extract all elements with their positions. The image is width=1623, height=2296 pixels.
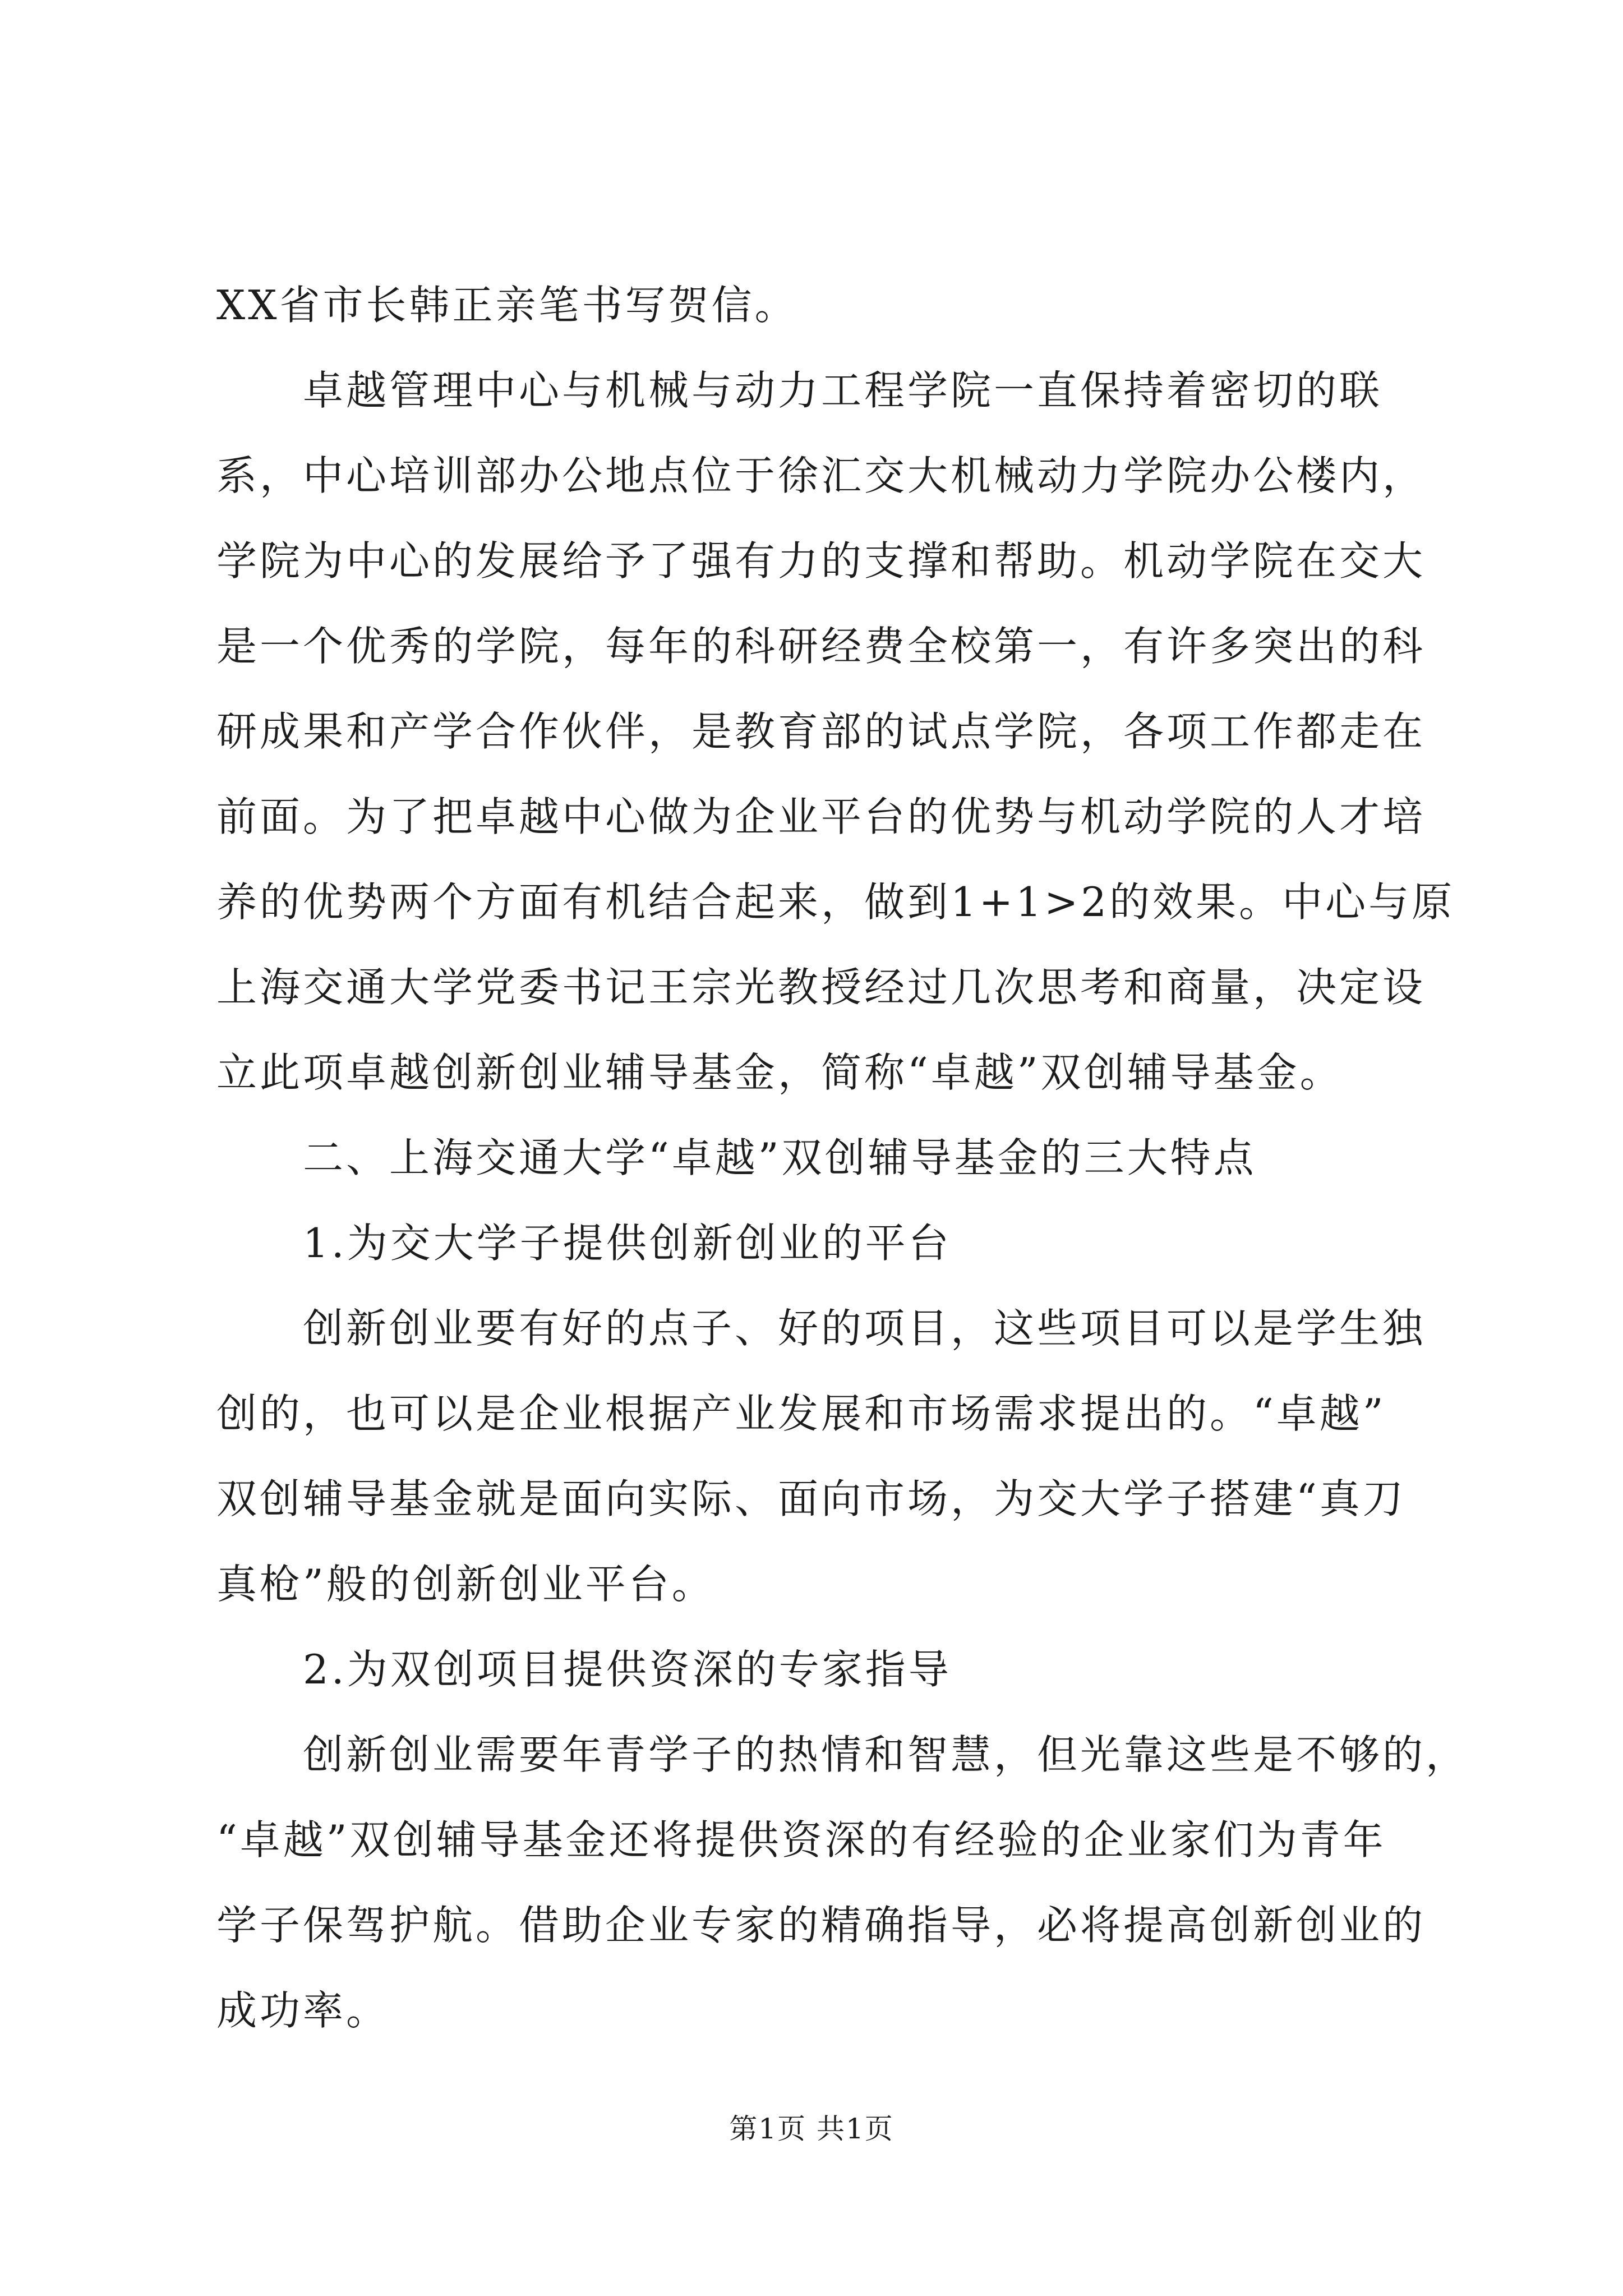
paragraph-line: 是一个优秀的学院，每年的科研经费全校第一，有许多突出的科 [216, 623, 1426, 670]
paragraph-line: 立此项卓越创新创业辅导基金，简称“卓越”双创辅导基金。 [216, 1049, 1343, 1096]
paragraph-line: XX省市长韩正亲笔书写贺信。 [216, 282, 798, 329]
paragraph-line: 研成果和产学合作伙伴，是教育部的试点学院，各项工作都走在 [216, 708, 1426, 755]
subsection-heading: 1.为交大学子提供创新创业的平台 [303, 1220, 952, 1267]
paragraph-line: “卓越”双创辅导基金还将提供资深的有经验的企业家们为青年 [216, 1816, 1386, 1864]
paragraph-line: 学子保驾护航。借助企业专家的精确指导，必将提高创新创业的 [216, 1902, 1426, 1949]
section-heading: 二、上海交通大学“卓越”双创辅导基金的三大特点 [303, 1134, 1257, 1181]
subsection-heading: 2.为双创项目提供资深的专家指导 [303, 1646, 952, 1693]
paragraph-line: 系，中心培训部办公地点位于徐汇交大机械动力学院办公楼内， [216, 452, 1426, 499]
paragraph-line: 前面。为了把卓越中心做为企业平台的优势与机动学院的人才培 [216, 793, 1426, 840]
paragraph-line: 双创辅导基金就是面向实际、面向市场，为交大学子搭建“真刀 [216, 1475, 1406, 1522]
paragraph-line: 创新创业需要年青学子的热情和智慧，但光靠这些是不够的， [303, 1731, 1469, 1778]
paragraph-line: 养的优势两个方面有机结合起来，做到1+1>2的效果。中心与原 [216, 878, 1455, 926]
paragraph-line: 真枪”般的创新创业平台。 [216, 1561, 715, 1608]
page-number-footer: 第1页 共1页 [729, 2113, 894, 2145]
paragraph-line: 上海交通大学党委书记王宗光教授经过几次思考和商量，决定设 [216, 964, 1426, 1011]
document-body [216, 263, 1469, 2053]
paragraph-line: 创的，也可以是企业根据产业发展和市场需求提出的。“卓越” [216, 1390, 1386, 1437]
paragraph-line: 成功率。 [216, 1987, 390, 2034]
paragraph-line: 创新创业要有好的点子、好的项目，这些项目可以是学生独 [303, 1305, 1426, 1352]
paragraph-line: 学院为中心的发展给予了强有力的支撑和帮助。机动学院在交大 [216, 537, 1426, 585]
paragraph-line: 卓越管理中心与机械与动力工程学院一直保持着密切的联 [303, 367, 1383, 414]
